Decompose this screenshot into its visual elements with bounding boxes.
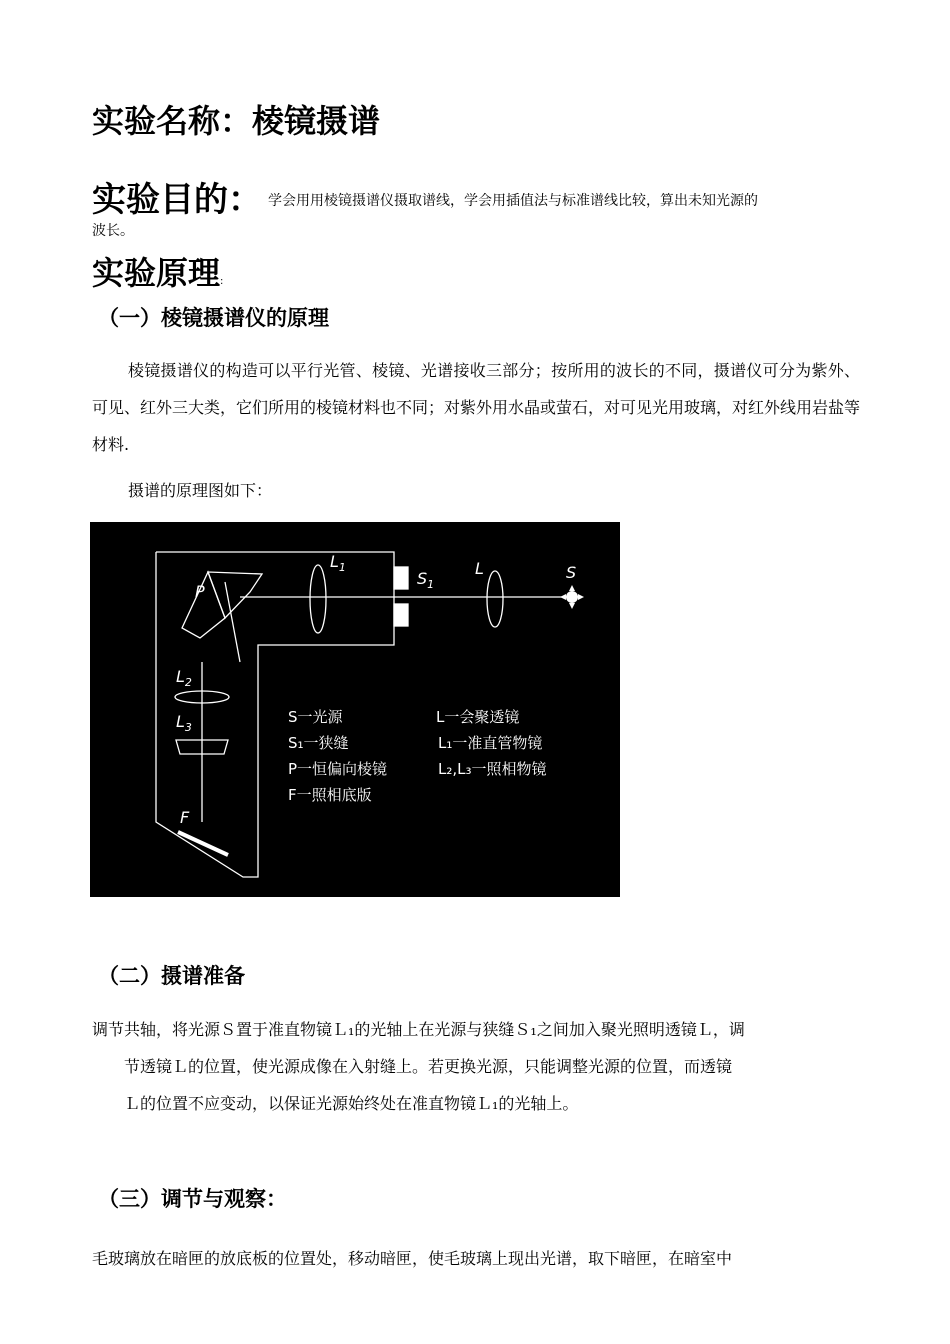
legend-s1: S₁一狭缝 <box>288 734 349 752</box>
diagram-caption: 摄谱的原理图如下： <box>128 481 273 500</box>
section2-heading: （二）摄谱准备 <box>98 964 245 988</box>
legend-s: S一光源 <box>288 708 343 726</box>
slit-lower <box>394 604 408 626</box>
label-l1: $L_1$ <box>330 552 346 574</box>
purpose-text-continuation: 波长。 <box>92 223 134 239</box>
legend-f: F一照相底版 <box>288 786 372 804</box>
label-l: L <box>475 559 484 578</box>
slit-upper <box>394 567 408 589</box>
purpose-text: 学会用用棱镜摄谱仪摄取谱线，学会用插值法与标准谱线比较，算出未知光源的 <box>268 193 758 209</box>
section3-heading: （三）调节与观察： <box>98 1187 287 1211</box>
label-s: S <box>566 563 577 582</box>
legend-l: L一会聚透镜 <box>436 708 520 726</box>
principle-heading <box>92 248 223 294</box>
section2-paragraph <box>92 1011 860 1122</box>
purpose-heading: 实验目的： <box>92 180 262 220</box>
experiment-title: 实验名称：棱镜摄谱 <box>92 102 381 140</box>
principle-heading-colon: : <box>220 276 224 287</box>
section1-paragraph: 棱镜摄谱仪的构造可以平行光管、棱镜、光谱接收三部分；按所用的波长的不同，摄谱仪可分为紫外、可见、红外三大类，它们所用的棱镜材料也不同；对紫外用水晶或萤石，对可见光用玻璃，对红外线用岩盐等材料. <box>92 361 861 454</box>
label-p: P <box>195 582 205 601</box>
section2-line1: 调节共轴，将光源Ｓ置于准直物镜Ｌ₁的光轴上在光源与狭缝Ｓ₁之间加入聚光照明透镜Ｌ，调 <box>92 1020 745 1039</box>
prism-face <box>208 572 262 618</box>
section3-paragraph: 毛玻璃放在暗匣的放底板的位置处，移动暗匣，使毛玻璃上现出光谱，取下暗匣，在暗室中 <box>92 1249 733 1268</box>
lens-l1 <box>310 565 326 633</box>
spectrograph-diagram-svg <box>90 522 620 897</box>
legend-l1: L₁一准直管物镜 <box>438 734 543 752</box>
lens-l <box>487 571 503 627</box>
legend-p: P一恒偏向棱镜 <box>288 760 388 778</box>
section2-line2: 节透镜Ｌ的位置，使光源成像在入射缝上。若更换光源，只能调整光源的位置，而透镜 <box>124 1057 733 1076</box>
principle-heading-text: 实验原理 <box>92 254 221 292</box>
section2-line3: Ｌ的位置不应变动，以保证光源始终处在准直物镜Ｌ₁的光轴上。 <box>124 1094 579 1113</box>
label-l2: $L_2$ <box>176 667 192 689</box>
label-s1: $S_1$ <box>417 569 435 591</box>
spectrograph-diagram <box>90 522 620 897</box>
prism-edge <box>225 582 240 662</box>
section1-heading: （一）棱镜摄谱仪的原理 <box>98 306 329 330</box>
legend-l2-l3: L₂,L₃一照相物镜 <box>438 760 547 778</box>
label-f: F <box>180 808 190 827</box>
label-l3: $L_3$ <box>176 712 192 734</box>
light-source-icon <box>560 585 584 609</box>
housing-outline <box>156 552 394 877</box>
